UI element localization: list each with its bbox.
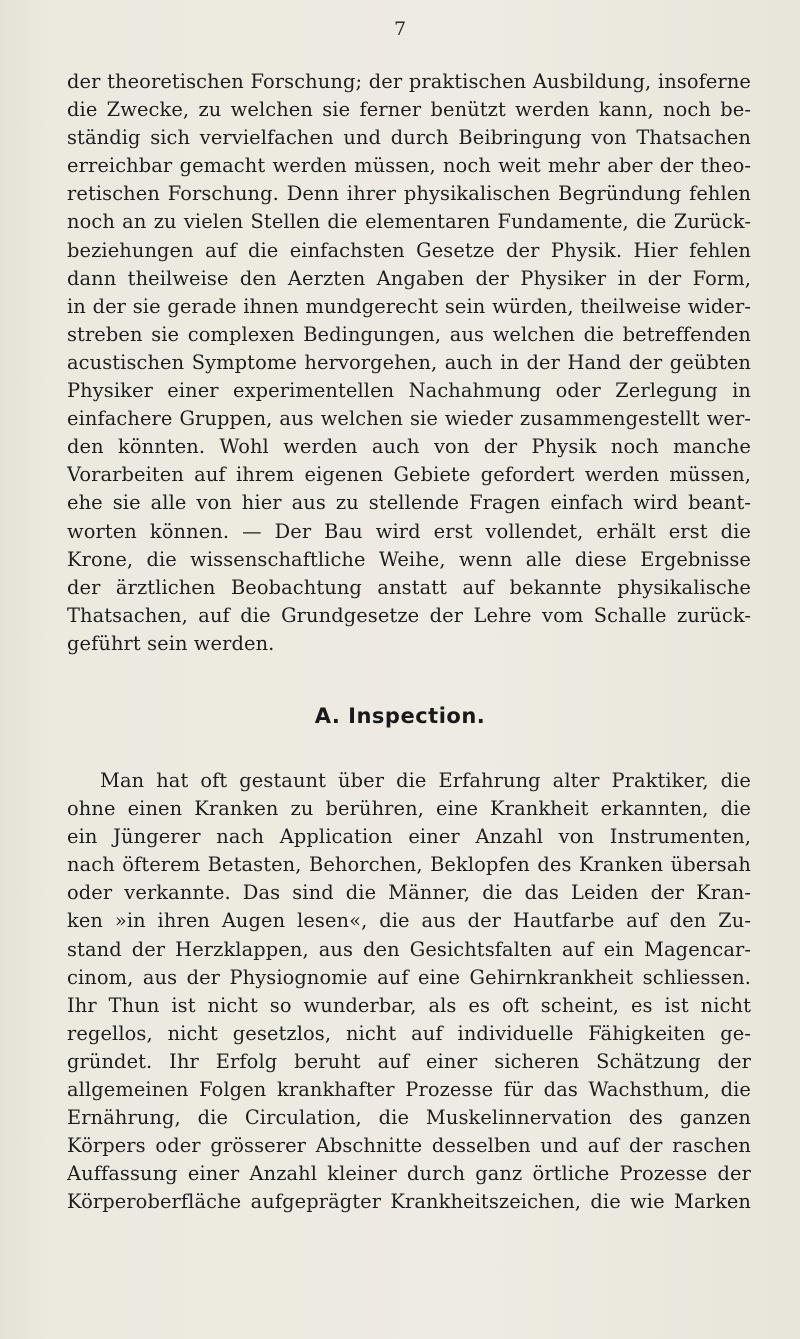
text-line: die Zwecke, zu welchen sie ferner benützt werden kann, noch be- — [67, 98, 751, 122]
text-line: geführt sein werden. — [67, 631, 275, 655]
text-line: gründet. Ihr Erfolg beruht auf einer sicheren Schätzung der — [67, 1049, 751, 1073]
text-line: Physiker einer experimentellen Nachahmung oder Zerlegung in — [67, 379, 751, 403]
text-line: stand der Herzklappen, aus den Gesichtsfalten auf ein Magencar- — [67, 937, 751, 961]
text-line: regellos, nicht gesetzlos, nicht auf individuelle Fähigkeiten ge- — [67, 1021, 751, 1045]
text-line: Vorarbeiten auf ihrem eigenen Gebiete gefordert werden müssen, — [67, 463, 751, 487]
text-line: oder verkannte. Das sind die Männer, die das Leiden der Kran- — [67, 881, 751, 905]
text-line: Man hat oft gestaunt über die Erfahrung alter Praktiker, die — [100, 769, 751, 792]
text-line: den könnten. Wohl werden auch von der Physik noch manche — [67, 435, 751, 459]
text-line: Ernährung, die Circulation, die Muskelinnervation des ganzen — [67, 1106, 751, 1130]
text-line: ken »in ihren Augen lesen«, die aus der Hautfarbe auf den Zu- — [67, 909, 751, 933]
text-line: acustischen Symptome hervorgehen, auch in der Hand der geübten — [67, 350, 751, 374]
text-line: noch an zu vielen Stellen die elementaren Fundamente, die Zurück- — [67, 210, 751, 234]
text-line: worten können. — Der Bau wird erst vollendet, erhält erst die — [67, 519, 751, 543]
text-line: Auffassung einer Anzahl kleiner durch ganz örtliche Prozesse der — [67, 1162, 751, 1186]
text-line: allgemeinen Folgen krankhafter Prozesse für das Wachsthum, die — [67, 1078, 751, 1102]
text-line: dann theilweise den Aerzten Angaben der Physiker in der Form, — [67, 266, 751, 290]
text-line: retischen Forschung. Denn ihrer physikalischen Begründung fehlen — [67, 182, 751, 206]
text-line: ständig sich vervielfachen und durch Beibringung von Thatsachen — [67, 126, 751, 150]
text-line: ein Jüngerer nach Application einer Anzahl von Instrumenten, — [67, 825, 751, 849]
page-number: 7 — [393, 18, 407, 40]
text-line: Thatsachen, auf die Grundgesetze der Lehre vom Schalle zurück- — [67, 603, 751, 627]
text-line: ehe sie alle von hier aus zu stellende Fragen einfach wird beant- — [67, 491, 751, 515]
paragraph-2 — [67, 767, 751, 1217]
paragraph-1 — [67, 68, 751, 658]
text-line: einfachere Gruppen, aus welchen sie wieder zusammengestellt wer- — [67, 407, 751, 431]
text-line: Krone, die wissenschaftliche Weihe, wenn alle diese Ergebnisse — [67, 547, 751, 571]
text-line: streben sie complexen Bedingungen, aus welchen die betreffenden — [67, 322, 751, 346]
text-line: cinom, aus der Physiognomie auf eine Gehirnkrankheit schliessen. — [67, 965, 751, 989]
text-line: Körperoberfläche aufgeprägter Krankheitszeichen, die wie Marken — [67, 1190, 751, 1214]
text-line: der theoretischen Forschung; der praktischen Ausbildung, insoferne — [67, 70, 751, 93]
text-line: beziehungen auf die einfachsten Gesetze der Physik. Hier fehlen — [67, 238, 751, 262]
text-line: Körpers oder grösserer Abschnitte desselben und auf der raschen — [67, 1134, 751, 1158]
text-line: Ihr Thun ist nicht so wunderbar, als es oft scheint, es ist nicht — [67, 993, 751, 1017]
text-line: in der sie gerade ihnen mundgerecht sein würden, theilweise wider- — [67, 294, 751, 318]
text-line: erreichbar gemacht werden müssen, noch weit mehr aber der theo- — [67, 154, 751, 178]
text-line: der ärztlichen Beobachtung anstatt auf bekannte physikalische — [67, 575, 751, 599]
text-line: nach öfterem Betasten, Behorchen, Beklopfen des Kranken übersah — [67, 853, 751, 877]
section-heading: A. Inspection. — [314, 704, 486, 728]
text-line: ohne einen Kranken zu berühren, eine Krankheit erkannten, die — [67, 797, 751, 821]
